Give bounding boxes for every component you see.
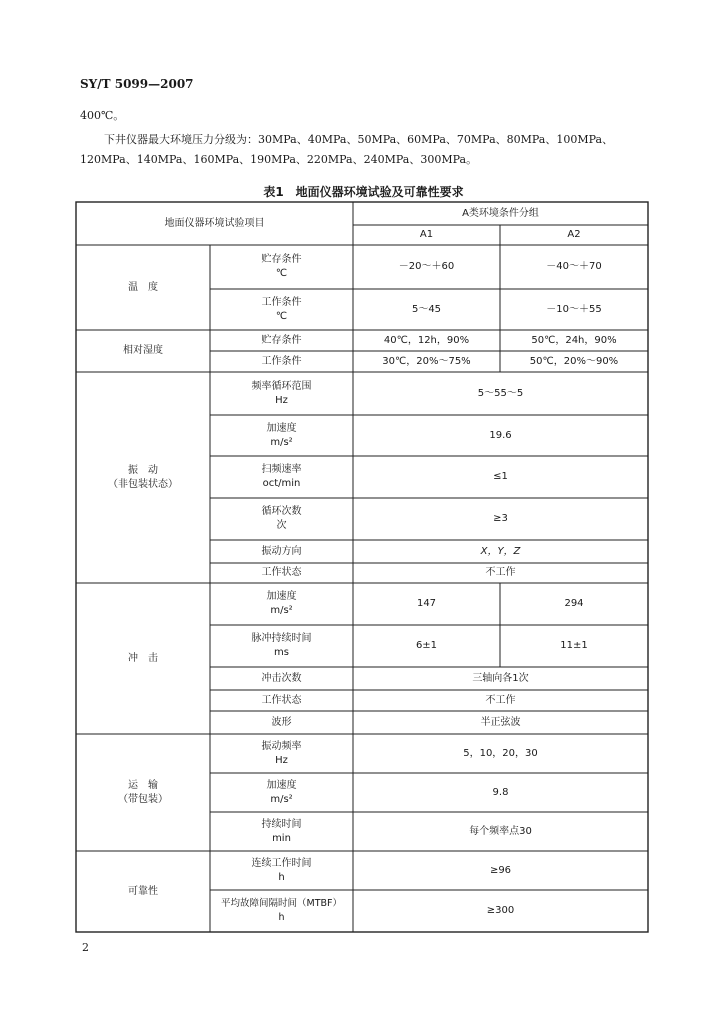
- humidity-work-a2: 50℃，20%～90%: [529, 355, 619, 367]
- humidity-storage-a2: 50℃，24h，90%: [531, 334, 617, 346]
- temperature-work-title: 工作条件: [261, 296, 302, 308]
- vibration-sweep-unit: oct/min: [262, 478, 301, 489]
- table-head-a1: A1: [419, 229, 434, 240]
- standard-code-header: SY/T 5099—2007: [80, 77, 194, 91]
- transport-freq-unit: Hz: [275, 754, 288, 766]
- reliability-continuous-value: ≥96: [489, 864, 512, 876]
- shock-acc-title: 加速度: [266, 591, 297, 602]
- reliability-label: 可靠性: [128, 885, 158, 897]
- vibration-cycles-title: 循环次数: [261, 506, 302, 517]
- shock-duration-unit: ms: [274, 647, 289, 658]
- table-title: 表1 地面仪器环境试验及可靠性要求: [263, 185, 464, 199]
- transport-duration-unit: min: [272, 832, 291, 844]
- shock-duration-label: [210, 625, 353, 667]
- table-head-group: A类环境条件分组: [462, 207, 539, 219]
- shock-wave-label: 波形: [271, 716, 292, 728]
- humidity-storage-label: 贮存条件: [261, 334, 302, 346]
- vibration-state-value: 不工作: [485, 567, 516, 578]
- humidity-work-a1: 30℃，20%～75%: [382, 355, 471, 367]
- reliability-continuous-label: [210, 851, 353, 890]
- vibration-cycles-label: [210, 498, 353, 540]
- vibration-freq-label: [210, 372, 353, 415]
- reliability-mtbf-value: ≥300: [486, 905, 515, 916]
- vibration-freq-unit: Hz: [275, 394, 288, 406]
- vibration-freq-value: 5～55～5: [477, 387, 524, 399]
- shock-acc-a2: 294: [564, 598, 584, 609]
- vibration-acc-label: [210, 415, 353, 456]
- temperature-work-a2: －10～＋55: [546, 303, 602, 315]
- vibration-direction-label: 振动方向: [261, 545, 302, 557]
- vibration-acc-unit: m/s²: [270, 436, 293, 448]
- reliability-continuous-title: 连续工作时间: [251, 857, 312, 869]
- vibration-sweep-title: 扫频速率: [261, 464, 302, 475]
- transport-acc-title: 加速度: [266, 779, 297, 791]
- temperature-storage-a2: －40～＋70: [546, 261, 602, 272]
- shock-state-value: 不工作: [485, 694, 516, 706]
- vibration-cycles-unit: 次: [276, 520, 287, 531]
- table-head-a2: A2: [567, 229, 581, 240]
- transport-freq-title: 振动频率: [261, 740, 302, 752]
- vibration-sweep-value: ≤1: [493, 471, 508, 482]
- shock-count-value: 三轴向各1次: [472, 672, 529, 684]
- shock-count-label: 冲击次数: [261, 672, 302, 684]
- shock-acc-label: [210, 583, 353, 625]
- reliability-mtbf-unit: h: [278, 912, 285, 923]
- humidity-label: 相对湿度: [123, 345, 163, 356]
- humidity-storage-a1: 40℃，12h，90%: [383, 334, 470, 346]
- reliability-continuous-unit: h: [278, 871, 285, 883]
- shock-label: 冲 击: [128, 652, 158, 664]
- vibration-direction-value: X，Y，Z: [480, 545, 521, 557]
- vibration-acc-value: 19.6: [489, 429, 512, 441]
- humidity-work-label: 工作条件: [261, 355, 302, 367]
- temperature-work-a1: 5～45: [411, 303, 442, 315]
- vibration-cycles-value: ≥3: [493, 513, 508, 524]
- shock-duration-a2: 11±1: [560, 640, 588, 651]
- intro-line-2: 下井仪器最大环境压力分级为：30MPa、40MPa、50MPa、60MPa、70MPa、80MPa、100MPa、: [104, 133, 614, 146]
- transport-freq-value: 5，10，20，30: [463, 747, 538, 759]
- temperature-storage-label: [210, 245, 353, 289]
- reliability-mtbf-label: [210, 890, 353, 932]
- page-number: 2: [82, 941, 89, 954]
- transport-acc-label: [210, 773, 353, 812]
- shock-wave-value: 半正弦波: [480, 716, 521, 728]
- transport-title: 运 输: [128, 779, 158, 791]
- vibration-label: [76, 372, 210, 583]
- transport-acc-value: 9.8: [492, 786, 509, 798]
- shock-acc-unit: m/s²: [270, 605, 293, 616]
- vibration-title: 振 动: [128, 464, 158, 476]
- temperature-label: 温 度: [128, 281, 158, 293]
- vibration-freq-title: 频率循环范围: [251, 380, 312, 392]
- intro-line-3: 120MPa、140MPa、160MPa、190MPa、220MPa、240MPa、300MPa。: [80, 153, 478, 166]
- vibration-state-label: 工作状态: [261, 567, 302, 578]
- intro-line-1: 400℃。: [80, 109, 125, 122]
- transport-label: [76, 734, 210, 851]
- shock-duration-title: 脉冲持续时间: [251, 633, 312, 644]
- transport-duration-value: 每个频率点30: [469, 825, 532, 837]
- vibration-acc-title: 加速度: [266, 422, 297, 434]
- temperature-work-unit: ℃: [275, 310, 288, 322]
- shock-state-label: 工作状态: [261, 694, 302, 706]
- shock-duration-a1: 6±1: [415, 640, 438, 651]
- reliability-mtbf-title: 平均故障间隔时间（MTBF）: [221, 898, 342, 909]
- vibration-sweep-label: [210, 456, 353, 498]
- temperature-work-label: [210, 289, 353, 330]
- table-head-item: 地面仪器环境试验项目: [164, 217, 265, 229]
- shock-acc-a1: 147: [416, 598, 437, 609]
- transport-acc-unit: m/s²: [270, 793, 293, 805]
- transport-duration-title: 持续时间: [261, 818, 302, 830]
- transport-subtitle: （带包装）: [118, 793, 168, 805]
- temperature-storage-title: 贮存条件: [261, 254, 302, 265]
- temperature-storage-unit: ℃: [275, 268, 288, 279]
- transport-freq-label: [210, 734, 353, 773]
- transport-duration-label: [210, 812, 353, 851]
- temperature-storage-a1: －20～＋60: [398, 261, 455, 272]
- vibration-subtitle: （非包装状态）: [108, 478, 178, 490]
